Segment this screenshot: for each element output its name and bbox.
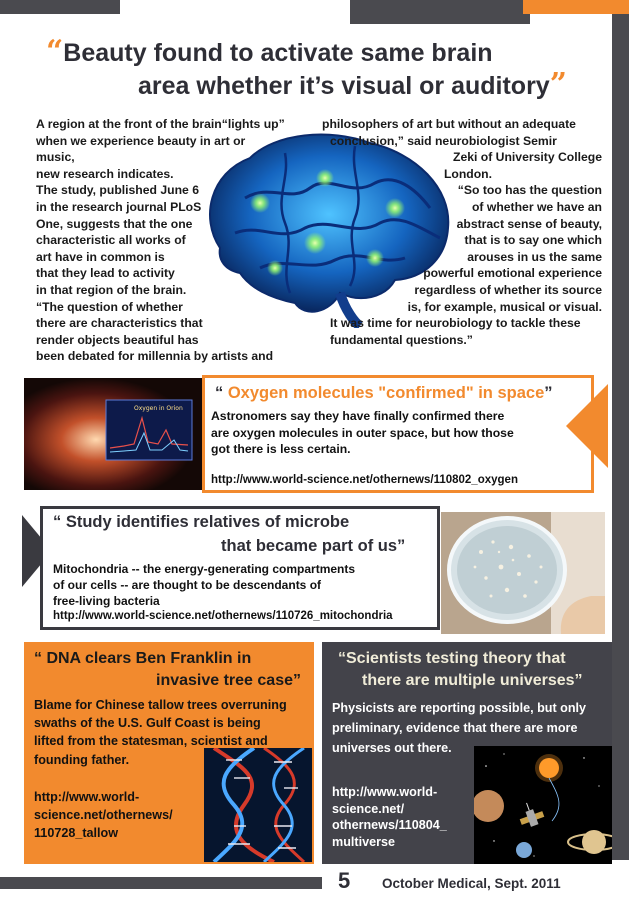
- multiverse-news-box: [322, 642, 612, 864]
- headline-line-1-text: Beauty found to activate same brain: [63, 39, 493, 67]
- oxygen-body-line: got there is less certain.: [211, 442, 351, 457]
- article-line: fundamental questions.”: [330, 332, 473, 347]
- orion-nebula-photo: [24, 378, 204, 490]
- article-line: One, suggests that the one: [36, 216, 193, 231]
- multiverse-title-line-1: “Scientists testing theory that: [338, 650, 566, 667]
- article-line: “The question of whether: [36, 299, 183, 314]
- article-line: London.: [443, 166, 492, 181]
- mitochondria-body-line: free-living bacteria: [53, 594, 160, 609]
- article-line: conclusion,” said neurobiologist Semir: [330, 133, 557, 148]
- orange-arrow-decoration: [566, 384, 608, 468]
- mitochondria-body: [53, 561, 413, 610]
- dna-body-line: lifted from the statesman, scientist and: [34, 734, 268, 749]
- mitochondria-link[interactable]: http://www.world-science.net/othernews/110726_mitochondria: [53, 610, 393, 622]
- oxygen-body: [211, 408, 551, 458]
- dna-title-line-1: “ DNA clears Ben Franklin in: [34, 650, 252, 667]
- article-line: in the research journal PLoS: [36, 199, 202, 214]
- multiverse-link-line: multiverse: [332, 834, 395, 849]
- article-right-column: [322, 116, 602, 348]
- petri-dish-photo: [441, 512, 605, 634]
- multiverse-link[interactable]: [332, 784, 482, 850]
- article-line: Zeki of University College: [453, 150, 602, 165]
- article-line: arouses in us the same: [467, 249, 602, 264]
- oxygen-body-line: are oxygen molecules in outer space, but how those: [211, 425, 514, 440]
- article-line: in that region of the brain.: [36, 282, 187, 297]
- mitochondria-news-box: [40, 506, 440, 630]
- dna-helix-photo: [204, 748, 312, 862]
- mitochondria-title-line-1: “ Study identifies relatives of microbe: [53, 513, 350, 531]
- multiverse-body-line: universes out there.: [332, 741, 452, 755]
- headline: [28, 36, 608, 102]
- article-line: philosophers of art but without an adequate: [322, 117, 576, 131]
- dna-news-box: [24, 642, 314, 864]
- multiverse-body-line: preliminary, evidence that there are more: [332, 721, 578, 735]
- article-line: render objects beautiful has: [36, 332, 199, 347]
- headline-line-1: [28, 36, 608, 69]
- dna-link[interactable]: [34, 788, 214, 843]
- article-line: abstract sense of beauty,: [456, 216, 602, 231]
- oxygen-title: [215, 384, 553, 403]
- article-left-column: [36, 116, 286, 365]
- oxygen-body-line: Astronomers say they have finally confirmed there: [211, 409, 505, 423]
- mitochondria-body-line: Mitochondria -- the energy-generating compartments: [53, 562, 356, 576]
- mitochondria-title-line-2: that became part of us”: [221, 537, 406, 555]
- article-line: art have in common is: [36, 249, 165, 264]
- dna-body-line: swaths of the U.S. Gulf Coast is being: [34, 716, 261, 731]
- oxygen-title-text: Oxygen molecules "confirmed" in space: [227, 384, 545, 402]
- article-line: It was time for neurobiology to tackle these: [330, 316, 581, 331]
- dna-link-line: 110728_tallow: [34, 826, 119, 841]
- article-line: that is to say one which: [464, 233, 602, 248]
- article-line: The study, published June 6: [36, 183, 199, 198]
- multiverse-link-line: http://www.world-: [332, 785, 438, 799]
- article-line: regardless of whether its source: [414, 282, 602, 297]
- article-line: characteristic all works of: [36, 233, 186, 248]
- dna-link-line: http://www.world-: [34, 790, 140, 804]
- article-line: been debated for millennia by artists and: [36, 349, 274, 364]
- multiverse-title-line-2: there are multiple universes”: [362, 672, 583, 689]
- top-bar-right: [350, 0, 530, 24]
- footer-left-stripe: [0, 877, 322, 889]
- oxygen-open-quote: “: [215, 384, 224, 402]
- headline-close-quote: ”: [549, 67, 567, 102]
- page-number: 5: [338, 868, 351, 893]
- headline-open-quote: “: [46, 34, 64, 69]
- top-bar-accent: [523, 0, 629, 14]
- dna-body-line: Blame for Chinese tallow trees overruning: [34, 698, 287, 712]
- publication-name: October Medical, Sept. 2011: [382, 876, 561, 891]
- article-line: A region at the front of the brain“lights up”: [36, 117, 285, 131]
- dna-title-line-2: invasive tree case”: [156, 672, 301, 689]
- dna-body-line: founding father.: [34, 752, 130, 767]
- right-edge-bar: [612, 14, 629, 860]
- oxygen-close-quote: ”: [544, 384, 553, 402]
- article-line: there are characteristics that: [36, 316, 203, 331]
- headline-line-2-text: area whether it’s visual or auditory: [138, 72, 550, 100]
- article-line: powerful emotional experience: [423, 266, 602, 281]
- article-line: is, for example, musical or visual.: [407, 299, 602, 314]
- article-line: that they lead to activity: [36, 266, 175, 281]
- article-line: when we experience beauty in art or music,: [36, 133, 246, 165]
- dna-link-line: science.net/othernews/: [34, 808, 173, 823]
- multiverse-link-line: othernews/110804_: [332, 818, 447, 832]
- space-probe-photo: [474, 746, 612, 864]
- multiverse-link-line: science.net/: [332, 801, 405, 816]
- oxygen-link[interactable]: http://www.world-science.net/othernews/110802_oxygen: [211, 474, 518, 486]
- headline-line-2: [28, 69, 608, 102]
- article-line: of whether we have an: [471, 199, 602, 214]
- oxygen-photo-label: Oxygen in Orion: [134, 405, 183, 412]
- multiverse-body-line: Physicists are reporting possible, but only: [332, 701, 587, 715]
- article-line: new research indicates.: [36, 166, 174, 181]
- oxygen-news-box: [202, 375, 594, 493]
- article-line: “So too has the question: [457, 183, 602, 198]
- mitochondria-body-line: of our cells -- are thought to be descendants of: [53, 578, 322, 593]
- top-bar-left: [0, 0, 120, 14]
